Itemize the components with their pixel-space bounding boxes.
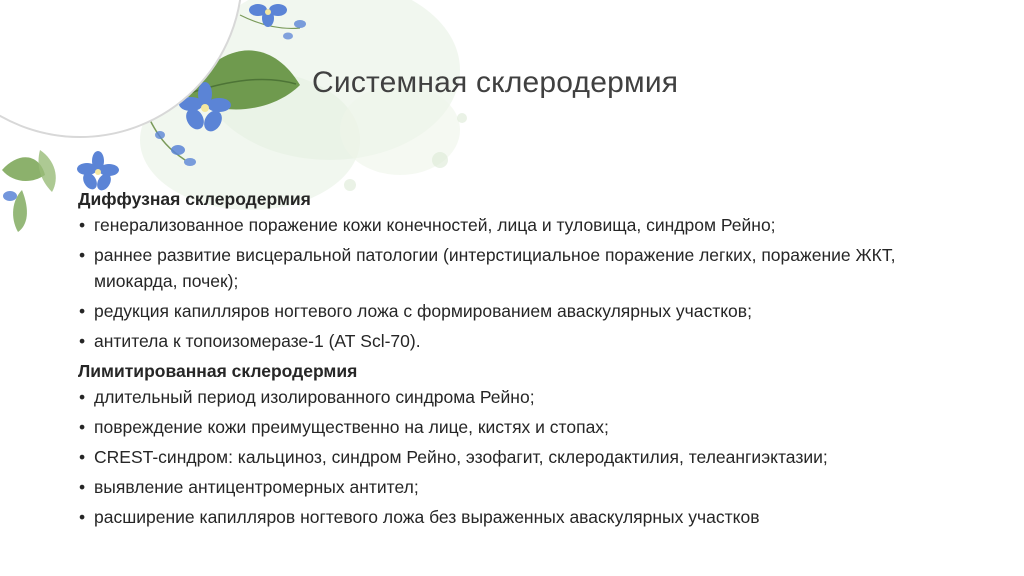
list-item [78,212,958,238]
list-item-text: CREST-синдром: кальциноз, синдром Рейно, эзофагит, склеродактилия, телеангиэктазии; [94,447,828,467]
list-item [78,414,958,440]
list-item-text: антитела к топоизомеразе-1 (АТ Scl-70). [94,331,421,351]
list-item-text: раннее развитие висцеральной патологии (интерстициальное поражение легких, поражение ЖКТ, миокарда, почек); [94,245,896,291]
bullet-icon: • [79,477,86,497]
list-item-text: редукция капилляров ногтевого ложа с формированием аваскулярных участков; [94,301,752,321]
slide-title: Системная склеродермия [312,66,679,99]
list-item [78,384,958,410]
bullet-icon: • [79,215,86,235]
list-item [78,444,958,470]
list-item [78,298,958,324]
bullet-icon: • [79,331,86,351]
slide-body [78,186,958,534]
bullet-icon: • [79,507,86,527]
list-item-text: повреждение кожи преимущественно на лице, кистях и стопах; [94,417,609,437]
section-heading-diffuse: Диффузная склеродермия [78,189,311,209]
list-item [78,328,958,354]
list-item-text: длительный период изолированного синдрома Рейно; [94,387,535,407]
list-item [78,474,958,500]
bullet-icon: • [79,417,86,437]
bullet-icon: • [79,301,86,321]
list-item-text: генерализованное поражение кожи конечностей, лица и туловища, синдром Рейно; [94,215,776,235]
bullet-list-diffuse [78,212,958,354]
section-heading-limited: Лимитированная склеродермия [78,361,358,381]
bullet-list-limited [78,384,958,530]
list-item [78,504,958,530]
list-item-text: выявление антицентромерных антител; [94,477,419,497]
bullet-icon: • [79,447,86,467]
bullet-icon: • [79,387,86,407]
list-item [78,242,958,294]
bullet-icon: • [79,245,86,265]
list-item-text: расширение капилляров ногтевого ложа без выраженных аваскулярных участков [94,507,760,527]
